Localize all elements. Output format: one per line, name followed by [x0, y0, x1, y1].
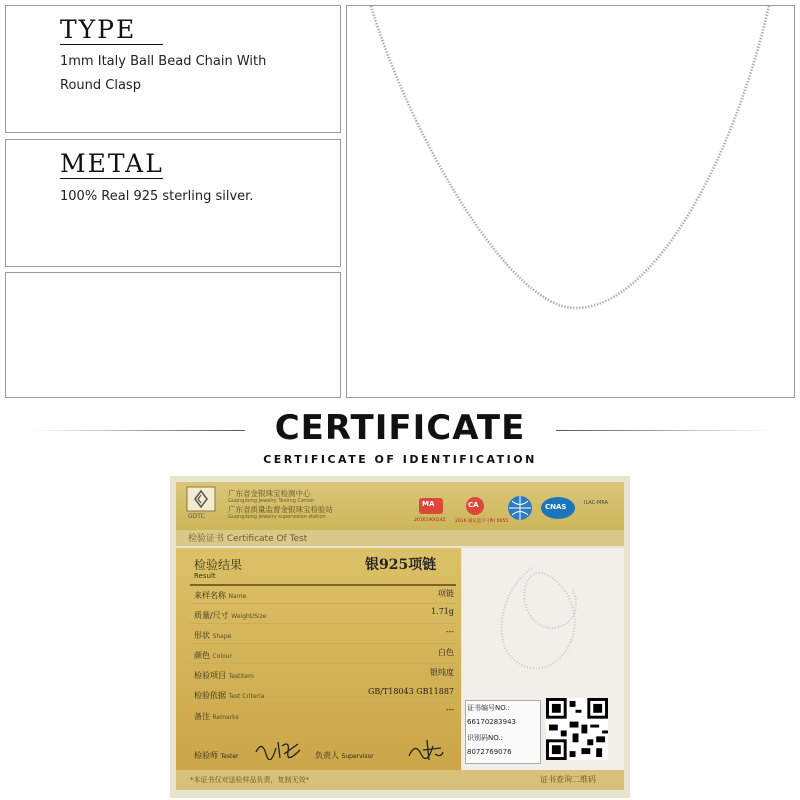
cnas-badge: CNAS — [540, 496, 576, 520]
org-name-2: 广东省质量监督金银珠宝检验站 — [228, 505, 333, 514]
result-label: 检验结果 — [194, 558, 243, 572]
metal-heading-underline — [60, 178, 163, 179]
ca-badge: CA — [462, 496, 488, 516]
row-testitem-label: 检验项目 Testitem — [194, 671, 254, 680]
row-divider — [190, 703, 456, 704]
certificate-heading: CERTIFICATE — [274, 408, 526, 448]
result-label-en: Result — [194, 572, 216, 580]
chain-photo-image — [462, 548, 624, 698]
result-divider — [190, 584, 456, 586]
row-name-value: 项链 — [438, 589, 454, 598]
footer-note: *本证书仅对送检样品负责，复制无效* — [190, 776, 309, 784]
row-divider — [190, 683, 456, 684]
org-name-2-en: Guangdong jewelry supervision station — [228, 514, 326, 520]
tester-label: 检验师 Tester — [194, 751, 239, 760]
cert-no-value: 66170283943 — [467, 718, 516, 726]
org-name-1: 广东省金银珠宝检测中心 — [228, 489, 311, 498]
ilac-globe-icon — [506, 494, 534, 522]
row-criteria-label: 检验依据 Test Criteria — [194, 691, 265, 700]
row-criteria-value: GB/T18043 GB11887 — [367, 687, 454, 696]
row-divider — [190, 603, 456, 604]
supervisor-signature — [405, 738, 445, 762]
gdtc-label: GDTC — [188, 513, 205, 520]
qr-code-icon — [546, 698, 608, 760]
supervisor-label: 负责人 Supervisor — [315, 751, 374, 760]
row-name-label: 来样名称 Name — [194, 591, 247, 600]
ca-code: 2016 国认监字 (粤) 0055 — [455, 519, 509, 524]
tester-signature — [254, 738, 304, 760]
type-heading: TYPE — [60, 15, 137, 44]
row-shape-value: --- — [445, 627, 454, 636]
org-name-1-en: Guangdong Jewelry Testing Center — [228, 498, 315, 504]
ma-badge: MA — [418, 496, 444, 516]
row-weight-label: 质量/尺寸 Weight/Size — [194, 611, 267, 620]
product-image-box — [346, 5, 795, 398]
ma-code: 2016190024Z — [414, 518, 446, 523]
type-heading-underline — [60, 44, 163, 45]
row-divider — [190, 663, 456, 664]
chain-necklace-image — [347, 6, 794, 397]
type-text: 1mm Italy Ball Bead Chain With Round Clasp — [60, 54, 267, 93]
id-no-value: 8072769076 — [467, 748, 512, 756]
metal-heading: METAL — [60, 149, 164, 178]
id-no-label: 识别码NO.: — [467, 734, 504, 742]
certificate-title: 检验证书 Certificate Of Test — [188, 534, 308, 544]
cert-no-label: 证书编号NO.: — [467, 704, 511, 712]
row-testitem-value: 银纯度 — [430, 668, 454, 677]
row-divider — [190, 623, 456, 624]
certificate-subheading: CERTIFICATE OF IDENTIFICATION — [263, 453, 537, 466]
row-shape-label: 形状 Shape — [194, 631, 232, 640]
ilac-text: ILAC-MRA — [584, 500, 609, 506]
row-weight-value: 1.71g — [431, 607, 454, 616]
empty-box — [5, 272, 341, 398]
row-divider — [190, 643, 456, 644]
row-colour-label: 颜色 Colour — [194, 651, 233, 660]
metal-text: 100% Real 925 sterling silver. — [60, 189, 254, 204]
row-remarks-value: --- — [445, 705, 454, 714]
result-value: 银925项链 — [365, 557, 437, 573]
row-remarks-label: 备注 Remarks — [194, 712, 239, 721]
row-colour-value: 白色 — [438, 648, 454, 657]
footer-qr-label: 证书查询二维码 — [540, 775, 596, 784]
